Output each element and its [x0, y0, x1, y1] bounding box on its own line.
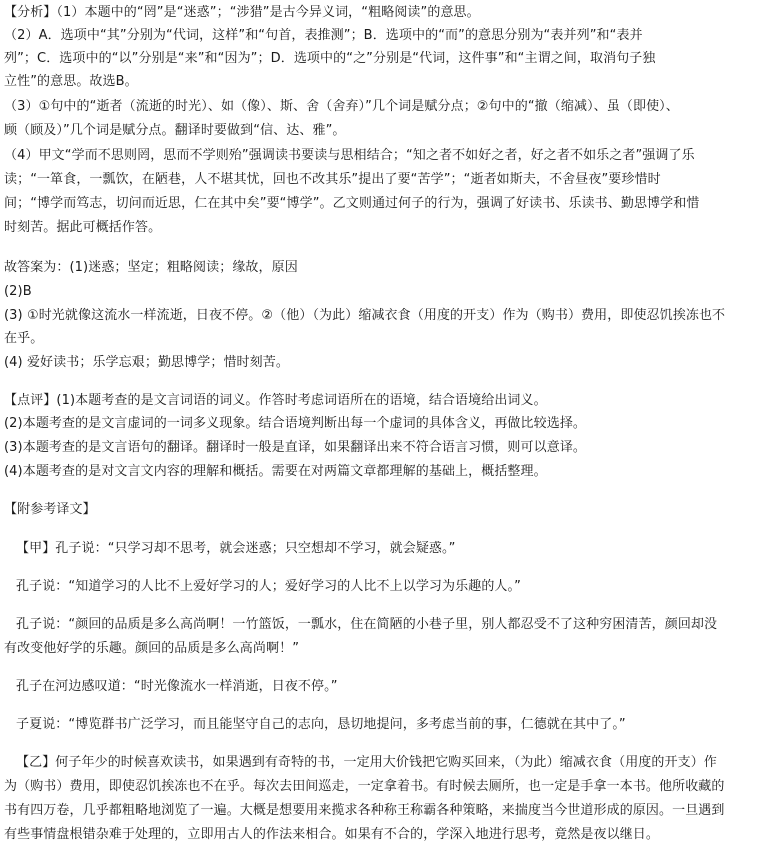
analysis-line: 立性”的意思。故选B。: [4, 74, 138, 89]
comment-line: 【点评】(1)本题考查的是文言词语的词义。作答时考虑词语所在的语境，结合语境给出词义。: [4, 393, 547, 408]
translation-line: 子夏说：“博览群书广泛学习，而且能坚守自己的志向，恳切地提问，多考虑当前的事，仁德就在其中了。”: [16, 717, 626, 732]
analysis-line: 间；“博学而笃志，切问而近思，仁在其中矣”要“博学”。乙文则通过何子的行为，强调了好读书、乐读书、勤思博学和惜: [4, 196, 700, 211]
analysis-line: 列”；C．选项中的“以”分别是“来”和“因为”；D．选项中的“之”分别是“代词，这件事”和“主谓之间，取消句子独: [4, 51, 656, 66]
translation-line: 【乙】何子年少的时候喜欢读书，如果遇到有奇特的书，一定用大价钱把它购买回来，（为此）缩减衣食（用度的开支）作: [16, 755, 717, 770]
analysis-line: 时刻苦。据此可概括作答。: [4, 220, 162, 235]
translation-heading: 【附参考译文】: [4, 502, 96, 517]
translation-line: 孔子说：“知道学习的人比不上爱好学习的人；爱好学习的人比不上以学习为乐趣的人。”: [16, 579, 521, 594]
translation-line: 书有四万卷，几乎都粗略地浏览了一遍。大概是想要用来揽求各种称王称霸各种策略，来揣度当今世道形成的原因。一旦遇到: [4, 803, 725, 818]
analysis-line: 【分析】（1）本题中的“罔”是“迷惑”；“涉猎”是古今异义词，“粗略阅读”的意思。: [4, 5, 480, 20]
answer-line: (4) 爱好读书；乐学忘艰；勤思博学；惜时刻苦。: [4, 355, 289, 370]
comment-line: (4)本题考查的是对文言文内容的理解和概括。需要在对两篇文章都理解的基础上，概括整理。: [4, 464, 547, 479]
translation-line: 有改变他好学的乐趣。颜回的品质是多么高尚啊！”: [4, 641, 300, 656]
answer-line: 在乎。: [4, 331, 44, 346]
translation-line: 【甲】孔子说：“只学习却不思考，就会迷惑；只空想却不学习，就会疑惑。”: [16, 541, 456, 556]
answer-line: 故答案为：(1)迷惑；坚定；粗略阅读；缘故，原因: [4, 260, 298, 275]
translation-line: 为（购书）费用，即使忍饥挨冻也不在乎。每次去田间巡走，一定拿着书。有时候去厕所，也一定是手拿一本书。他所收藏的: [4, 779, 725, 794]
comment-line: (3)本题考查的是文言语句的翻译。翻译时一般是直译，如果翻译出来不符合语言习惯，则可以意译。: [4, 440, 587, 455]
comment-line: (2)本题考查的是文言虚词的一词多义现象。结合语境判断出每一个虚词的具体含义，再做比较选择。: [4, 416, 587, 431]
analysis-line: 读；“一箪食，一瓢饮，在陋巷，人不堪其忧，回也不改其乐”提出了要“苦学”；“逝者如斯夫，不舍昼夜”要珍惜时: [4, 172, 661, 187]
answer-line: (3) ①时光就像这流水一样流逝，日夜不停。②（他）（为此）缩减衣食（用度的开支）作为（购书）费用，即使忍饥挨冻也不: [4, 308, 726, 323]
analysis-line: 顾（顾及）”几个词是赋分点。翻译时要做到“信、达、雅”。: [4, 123, 346, 138]
translation-line: 有些事情盘根错杂难于处理的，立即用古人的作法来相合。如果有不合的，学深入地进行思考，竟然是夜以继日。: [4, 827, 660, 842]
analysis-line: （3）①句中的“逝者（流逝的时光）、如（像）、斯、舍（舍弃）”几个词是赋分点；②句中的“撤（缩减）、虽（即使）、: [4, 99, 679, 114]
translation-line: 孔子在河边感叹道：“时光像流水一样消逝，日夜不停。”: [16, 679, 338, 694]
analysis-line: （2）A．选项中“其”分别为“代词，这样”和“句首，表推测”；B．选项中的“而”的意思分别为“表并列”和“表并: [4, 28, 643, 43]
translation-line: 孔子说：“颜回的品质是多么高尚啊！一竹篮饭，一瓢水，住在简陋的小巷子里，别人都忍受不了这种穷困清苦，颜回却没: [16, 617, 718, 632]
answer-line: (2)B: [4, 284, 32, 299]
analysis-line: （4）甲文“学而不思则罔，思而不学则殆”强调读书要读与思相结合；“知之者不如好之者，好之者不如乐之者”强调了乐: [4, 148, 695, 163]
